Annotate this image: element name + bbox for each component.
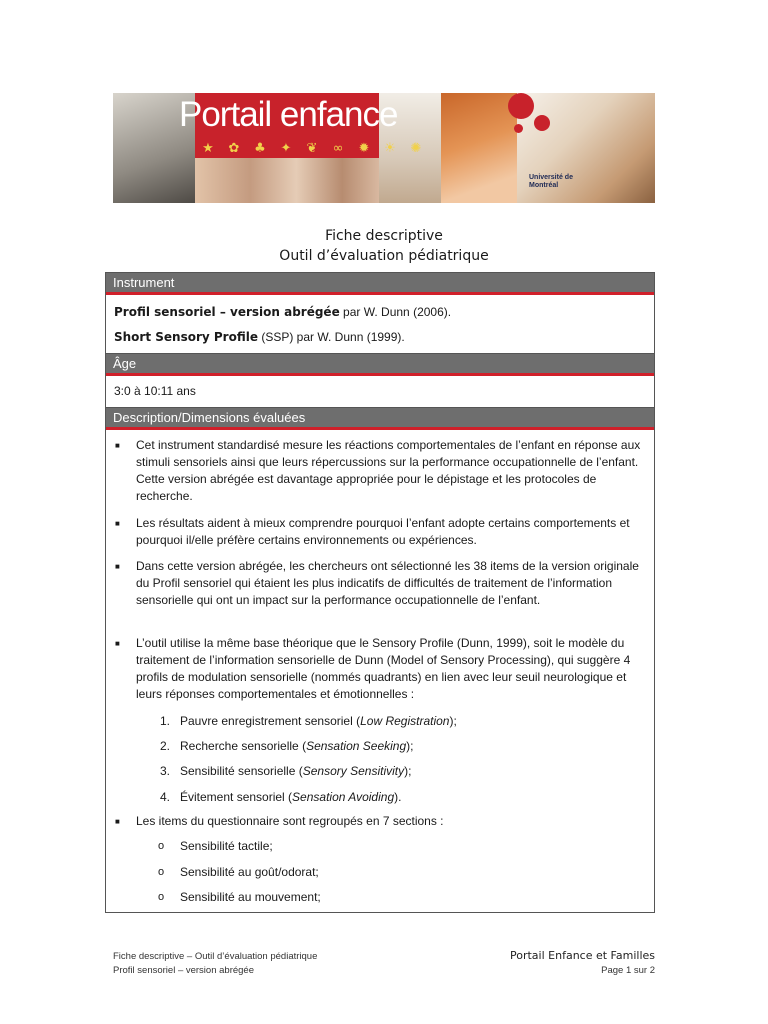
sub-marker: o [158, 891, 165, 903]
bullet-text: L’outil utilise la même base théorique que le Sensory Profile (Dunn, 1999), soit le modèle du traitement de l’information sensorielle de Dunn (Model of Sensory Processing), qui suggère 4 profils de modulation sensorielle (nommés quadrants) en lien avec leur seuil neurologique et leurs réponses comportementales et émotionnelles : [136, 636, 631, 701]
bullet-text: Cet instrument standardisé mesure les réactions comportementales de l’enfant en réponse aux stimuli sensoriels ainsi que leurs répercussions sur la performance occupationnelle de l’enfant. Cette version abrégée est davantage appropriée pour le dépistage et les protocoles de recherche. [136, 438, 641, 503]
red-circle-decoration [508, 93, 534, 119]
age-value: 3:0 à 10:11 ans [114, 384, 196, 398]
flower-burst-icon: ✺ [410, 141, 422, 156]
quadrant-english: Sensory Sensitivity [302, 764, 405, 778]
footer-left-line-1: Fiche descriptive – Outil d’évaluation pédiatrique [113, 951, 318, 962]
quadrant-number: 3. [159, 764, 170, 778]
bullet-marker: ■ [115, 441, 120, 450]
universite-de-montreal-logo: Université de Montréal [529, 174, 573, 189]
title-line-2: Outil d’évaluation pédiatrique [279, 248, 489, 264]
instrument-author-en: (SSP) par W. Dunn (1999). [258, 330, 405, 344]
instrument-header: Instrument [106, 273, 654, 295]
instrument-line-1 [114, 305, 451, 319]
instrument-name-en: Short Sensory Profile [114, 330, 258, 344]
instrument-line-2 [114, 330, 405, 344]
footer-left-line-2: Profil sensoriel – version abrégée [113, 965, 254, 976]
flower-icon: ✿ [228, 141, 240, 156]
leaf-icon: ❦ [306, 141, 318, 156]
bullet-marker: ■ [115, 639, 120, 648]
quadrant-label: Pauvre enregistrement sensoriel ( [180, 714, 361, 728]
instrument-name-fr: Profil sensoriel – version abrégée [114, 305, 340, 319]
quadrant-end: ); [406, 739, 414, 753]
bullet-marker: ■ [115, 817, 120, 826]
quadrant-end: ). [394, 790, 402, 804]
laughing-child-photo [441, 93, 517, 203]
eyes-photo-strip [195, 158, 379, 203]
instrument-author-fr: par W. Dunn (2006). [339, 305, 452, 319]
quadrant-english: Sensation Avoiding [292, 790, 395, 804]
quadrant-label: Évitement sensoriel ( [180, 790, 293, 804]
descriptive-table [105, 272, 655, 913]
quadrant-number: 4. [159, 790, 170, 804]
quadrant-english: Sensation Seeking [306, 739, 407, 753]
bullet-text: Les résultats aident à mieux comprendre pourquoi l’enfant adopte certains comportements et pourquoi il/elle préfère certains environnements ou expériences. [136, 516, 630, 547]
sparkle-icon: ✦ [280, 141, 292, 156]
sub-marker: o [158, 840, 165, 852]
quadrant-label: Sensibilité sensorielle ( [180, 764, 303, 778]
quadrant-number: 1. [159, 714, 170, 728]
quadrant-english: Low Registration [360, 714, 450, 728]
bullet-marker: ■ [115, 562, 120, 571]
section-label: Sensibilité au goût/odorat; [180, 865, 319, 879]
quadrant-end: ); [404, 764, 412, 778]
bullet-text: Les items du questionnaire sont regroupés en 7 sections : [136, 814, 444, 828]
bullet-text: Dans cette version abrégée, les chercheurs ont sélectionné les 38 items de la version originale du Profil sensoriel qui étaient les plus indicatifs de difficultés de traitement de l’information sensorielle qui ont un impact sur la performance occupationnelle de l’enfant. [136, 559, 639, 607]
title-line-1: Fiche descriptive [325, 228, 443, 244]
red-circle-decoration [534, 115, 550, 131]
sub-marker: o [158, 866, 165, 878]
banner-icon-row [199, 140, 439, 158]
section-label: Sensibilité au mouvement; [180, 890, 321, 904]
banner-title: Portail enfance [179, 95, 398, 134]
sun-icon: ☀ [384, 141, 396, 156]
document-title [0, 226, 768, 266]
infinity-icon: ∞ [332, 141, 344, 156]
portail-enfance-banner [113, 93, 655, 203]
description-header: Description/Dimensions évaluées [106, 408, 654, 430]
club-icon: ♣ [254, 141, 266, 156]
footer-page-number: Page 1 sur 2 [601, 965, 655, 976]
bullet-marker: ■ [115, 519, 120, 528]
footer-right-line-1: Portail Enfance et Familles [510, 949, 655, 962]
quadrant-end: ); [449, 714, 457, 728]
age-header: Âge [106, 354, 654, 376]
star-icon: ★ [202, 141, 214, 156]
sunburst-icon: ✹ [358, 141, 370, 156]
quadrant-label: Recherche sensorielle ( [180, 739, 307, 753]
quadrant-number: 2. [159, 739, 170, 753]
section-label: Sensibilité tactile; [180, 839, 273, 853]
red-circle-decoration [514, 124, 523, 133]
